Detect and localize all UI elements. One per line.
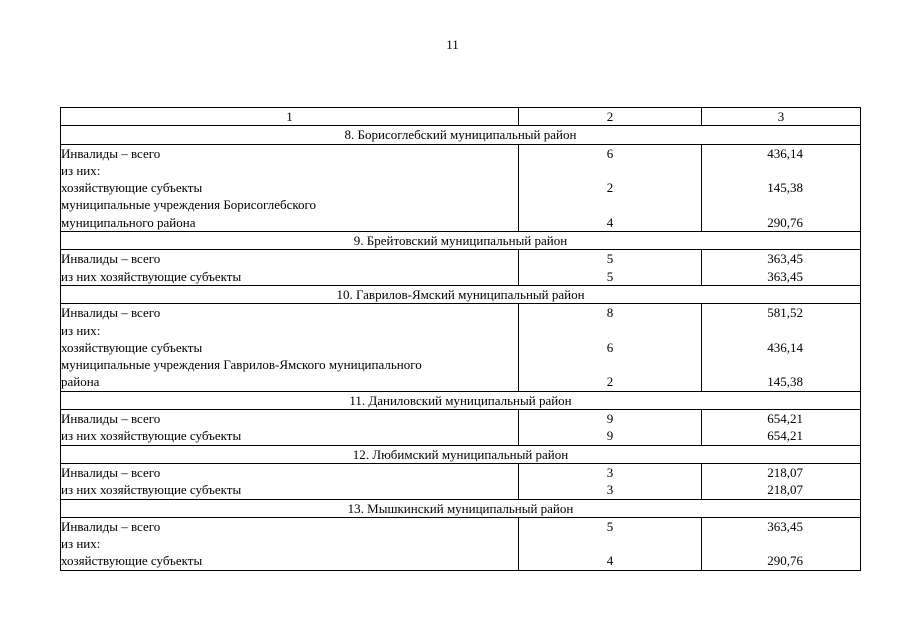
indicator-cell-line: муниципальные учреждения Борисоглебского — [61, 197, 317, 213]
amount-cell-line: 290,76 — [767, 553, 803, 569]
section-header-row — [61, 126, 861, 144]
indicator-cell-line: из них: — [61, 162, 101, 178]
indicator-cell — [61, 144, 519, 231]
section-header-row — [61, 285, 861, 303]
amount-cell — [702, 517, 861, 570]
amount-cell — [702, 304, 861, 391]
section-header-row — [61, 391, 861, 409]
count-cell-line: 3 — [606, 464, 614, 480]
count-cell-line: 5 — [606, 251, 614, 267]
amount-cell-line: 145,38 — [767, 374, 803, 390]
indicator-cell — [61, 517, 519, 570]
indicator-cell — [61, 463, 519, 499]
section-body-row — [61, 463, 861, 499]
amount-cell-line: 654,21 — [767, 411, 803, 427]
amount-cell-line — [702, 356, 860, 373]
count-cell-line: 2 — [606, 180, 614, 196]
amount-cell-line — [702, 535, 860, 552]
indicator-cell-line: из них хозяйствующие субъекты — [61, 482, 242, 498]
indicator-cell-line: из них хозяйствующие субъекты — [61, 428, 242, 444]
section-title: 10. Гаврилов-Ямский муниципальный район — [61, 285, 861, 303]
indicator-cell-line: хозяйствующие субъекты — [61, 339, 203, 355]
count-cell-line — [519, 535, 701, 552]
amount-cell-line: 218,07 — [767, 482, 803, 498]
amount-cell-line: 218,07 — [767, 464, 803, 480]
section-title: 13. Мышкинский муниципальный район — [61, 499, 861, 517]
section-body-row — [61, 304, 861, 391]
table-header-row — [61, 108, 861, 126]
count-cell-line: 5 — [606, 268, 614, 284]
indicator-cell-line: из них: — [61, 536, 101, 552]
indicator-cell-line: Инвалиды – всего — [61, 145, 161, 161]
page-number: 11 — [446, 37, 459, 52]
count-cell-line — [519, 356, 701, 373]
header-cell-1: 1 — [61, 108, 519, 126]
count-cell-line — [519, 322, 701, 339]
amount-cell — [702, 463, 861, 499]
indicator-cell — [61, 250, 519, 286]
count-cell-line: 4 — [606, 214, 614, 230]
indicator-cell-line: муниципальные учреждения Гаврилов-Ямского муниципального — [61, 357, 422, 373]
indicator-cell-line: из них: — [61, 322, 101, 338]
amount-cell-line — [702, 322, 860, 339]
section-title: 11. Даниловский муниципальный район — [61, 391, 861, 409]
amount-cell — [702, 250, 861, 286]
amount-cell — [702, 410, 861, 446]
amount-cell — [702, 144, 861, 231]
indicator-cell-line: района — [61, 374, 100, 390]
indicator-cell-line: хозяйствующие субъекты — [61, 180, 203, 196]
count-cell-line: 4 — [606, 553, 614, 569]
amount-cell-line: 363,45 — [767, 251, 803, 267]
count-cell-line — [519, 196, 701, 213]
section-title: 9. Брейтовский муниципальный район — [61, 232, 861, 250]
indicator-cell-line: из них хозяйствующие субъекты — [61, 268, 242, 284]
count-cell — [519, 410, 702, 446]
amount-cell-line: 654,21 — [767, 428, 803, 444]
section-body-row — [61, 410, 861, 446]
indicator-cell-line: Инвалиды – всего — [61, 464, 161, 480]
count-cell-line: 6 — [606, 339, 614, 355]
indicator-cell — [61, 410, 519, 446]
count-cell-line: 5 — [606, 518, 614, 534]
section-header-row — [61, 499, 861, 517]
count-cell-line: 6 — [606, 145, 614, 161]
count-cell — [519, 250, 702, 286]
indicator-cell-line: Инвалиды – всего — [61, 305, 161, 321]
amount-cell-line: 145,38 — [767, 180, 803, 196]
amount-cell-line — [702, 162, 860, 179]
section-body-row — [61, 144, 861, 231]
header-cell-3: 3 — [702, 108, 861, 126]
section-body-row — [61, 250, 861, 286]
indicator-cell-line: Инвалиды – всего — [61, 411, 161, 427]
section-header-row — [61, 445, 861, 463]
section-body-row — [61, 517, 861, 570]
amount-cell-line — [702, 196, 860, 213]
count-cell — [519, 463, 702, 499]
count-cell-line: 9 — [606, 428, 614, 444]
indicator-cell-line: муниципального района — [61, 214, 196, 230]
count-cell — [519, 144, 702, 231]
indicator-cell — [61, 304, 519, 391]
table-body — [61, 108, 861, 571]
count-cell — [519, 517, 702, 570]
amount-cell-line: 581,52 — [767, 305, 803, 321]
amount-cell-line: 363,45 — [767, 518, 803, 534]
amount-cell-line: 290,76 — [767, 214, 803, 230]
header-cell-2: 2 — [519, 108, 702, 126]
section-title: 12. Любимский муниципальный район — [61, 445, 861, 463]
indicator-cell-line: Инвалиды – всего — [61, 518, 161, 534]
count-cell-line: 3 — [606, 482, 614, 498]
count-cell-line: 9 — [606, 411, 614, 427]
indicator-cell-line: хозяйствующие субъекты — [61, 553, 203, 569]
amount-cell-line: 436,14 — [767, 339, 803, 355]
count-cell-line: 2 — [606, 374, 614, 390]
count-cell-line: 8 — [606, 305, 614, 321]
count-cell — [519, 304, 702, 391]
indicator-cell-line: Инвалиды – всего — [61, 251, 161, 267]
section-header-row — [61, 232, 861, 250]
count-cell-line — [519, 162, 701, 179]
data-table — [60, 107, 861, 571]
amount-cell-line: 363,45 — [767, 268, 803, 284]
section-title: 8. Борисоглебский муниципальный район — [61, 126, 861, 144]
amount-cell-line: 436,14 — [767, 145, 803, 161]
